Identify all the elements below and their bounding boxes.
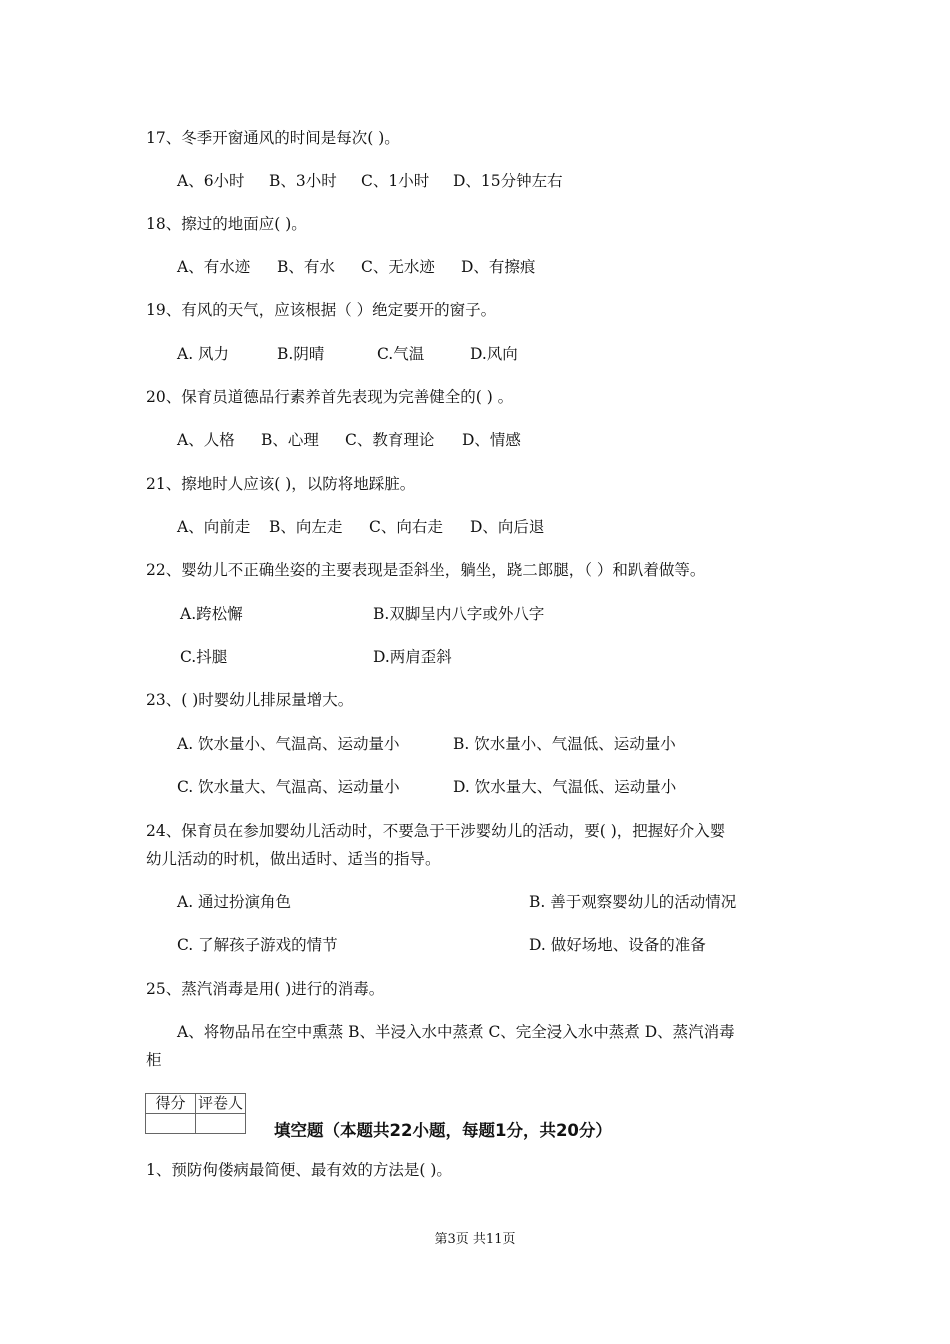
q20-option-b: B、心理: [261, 431, 319, 449]
q17-option-d: D、15分钟左右: [453, 172, 563, 190]
score-table: [145, 1093, 246, 1134]
q24-option-b: B. 善于观察婴幼儿的活动情况: [529, 893, 737, 911]
q19-option-b: B.阴晴: [277, 345, 325, 363]
q21-option-c: C、向右走: [369, 518, 443, 536]
q19-option-a: A. 风力: [177, 345, 230, 363]
question-22: 22、婴幼儿不正确坐姿的主要表现是歪斜坐，躺坐，跷二郎腿，（ ）和趴着做等。: [146, 561, 706, 579]
q19-option-c: C.气温: [377, 345, 425, 363]
q19-option-d: D.风向: [470, 345, 518, 363]
q17-option-b: B、3小时: [269, 172, 337, 190]
question-18: 18、擦过的地面应( )。: [146, 215, 307, 233]
section-title: 填空题（本题共22小题，每题1分，共20分）: [274, 1121, 612, 1140]
q18-option-d: D、有擦痕: [461, 258, 536, 276]
question-25: 25、蒸汽消毒是用( )进行的消毒。: [146, 980, 385, 998]
q23-option-c: C. 饮水量大、气温高、运动量小: [177, 778, 400, 796]
q18-option-b: B、有水: [277, 258, 335, 276]
q21-option-b: B、向左走: [269, 518, 343, 536]
page-footer: 第3页 共11页: [434, 1232, 516, 1247]
question-20: 20、保育员道德品行素养首先表现为完善健全的( ) 。: [146, 388, 514, 406]
q22-option-d: D.两肩歪斜: [373, 648, 452, 666]
question-21: 21、擦地时人应该( )，以防将地踩脏。: [146, 475, 416, 493]
q23-option-b: B. 饮水量小、气温低、运动量小: [453, 735, 676, 753]
grader-header: 评卷人: [196, 1094, 246, 1114]
q25-options: A、将物品吊在空中熏蒸 B、半浸入水中蒸煮 C、完全浸入水中蒸煮 D、蒸汽消毒: [177, 1023, 735, 1041]
question-24: 24、保育员在参加婴幼儿活动时，不要急于干涉婴幼儿的活动，要( )，把握好介入婴: [146, 822, 726, 840]
q22-option-c: C.抖腿: [180, 648, 228, 666]
fill-question-1: 1、预防佝偻病最简便、最有效的方法是( )。: [146, 1161, 452, 1179]
q23-option-d: D. 饮水量大、气温低、运动量小: [453, 778, 677, 796]
q21-option-a: A、向前走: [177, 518, 251, 536]
q17-option-a: A、6小时: [177, 172, 245, 190]
q17-option-c: C、1小时: [361, 172, 430, 190]
question-19: 19、有风的天气，应该根据（ ）绝定要开的窗子。: [146, 301, 497, 319]
score-header: 得分: [146, 1094, 196, 1114]
q21-option-d: D、向后退: [470, 518, 545, 536]
question-23: 23、( )时婴幼儿排尿量增大。: [146, 691, 354, 709]
q20-option-c: C、教育理论: [345, 431, 435, 449]
q18-option-a: A、有水迹: [177, 258, 251, 276]
q24-option-d: D. 做好场地、设备的准备: [529, 936, 706, 954]
q22-option-a: A.跨松懈: [180, 605, 243, 623]
q18-option-c: C、无水迹: [361, 258, 435, 276]
question-17: 17、冬季开窗通风的时间是每次( )。: [146, 129, 400, 147]
q20-option-d: D、情感: [462, 431, 521, 449]
q25-options-wrap: 柜: [146, 1051, 162, 1069]
q24-option-a: A. 通过扮演角色: [177, 893, 292, 911]
score-cell: [146, 1114, 196, 1134]
grader-cell: [196, 1114, 246, 1134]
q20-option-a: A、人格: [177, 431, 235, 449]
q23-option-a: A. 饮水量小、气温高、运动量小: [177, 735, 400, 753]
question-24-cont: 幼儿活动的时机，做出适时、适当的指导。: [146, 850, 441, 868]
q24-option-c: C. 了解孩子游戏的情节: [177, 936, 338, 954]
q22-option-b: B.双脚呈内八字或外八字: [373, 605, 545, 623]
